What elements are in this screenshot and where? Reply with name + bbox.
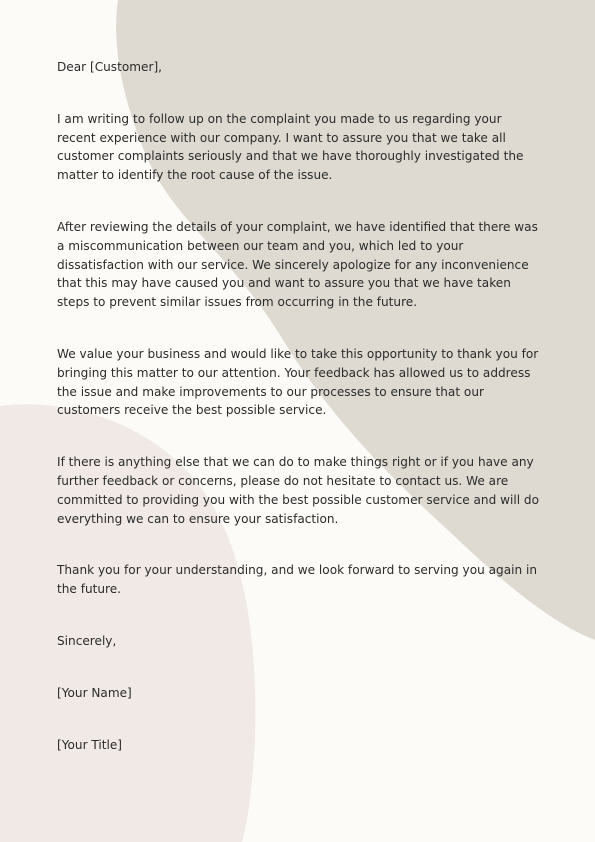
paragraph-1: I am writing to follow up on the complaint you made to us regarding your recent experience with our company. I want to assure you that we take all customer complaints seriously and that we have thoroughly investigated the matter to identify the root cause of the issue.	[57, 111, 524, 183]
paragraph-4: If there is anything else that we can do to make things right or if you have any further feedback or concerns, please do not hesitate to contact us. We are committed to providing you with the best possible customer service and will do everything we can to ensure your satisfaction.	[57, 455, 539, 526]
signer-name: [Your Name]	[57, 685, 132, 700]
paragraph-3: We value your business and would like to take this opportunity to thank you for bringing this matter to our attention. Your feedback has allowed us to address the issue and make improvements to our processes to ensure that our customers receive the best possible service.	[57, 346, 539, 418]
paragraph-5: Thank you for your understanding, and we look forward to serving you again in the future.	[57, 563, 538, 597]
salutation: Dear [Customer],	[57, 60, 163, 74]
closing: Sincerely,	[57, 633, 117, 648]
paragraph-2: After reviewing the details of your complaint, we have identified that there was a miscommunication between our team and you, which led to your dissatisfaction with our service. We sincerely apologize for any inconvenience that this may have caused you and want to assure you that we have taken steps to prevent similar issues from occurring in the future.	[57, 219, 538, 310]
signer-title: [Your Title]	[57, 737, 123, 752]
letter-body	[57, 58, 542, 754]
